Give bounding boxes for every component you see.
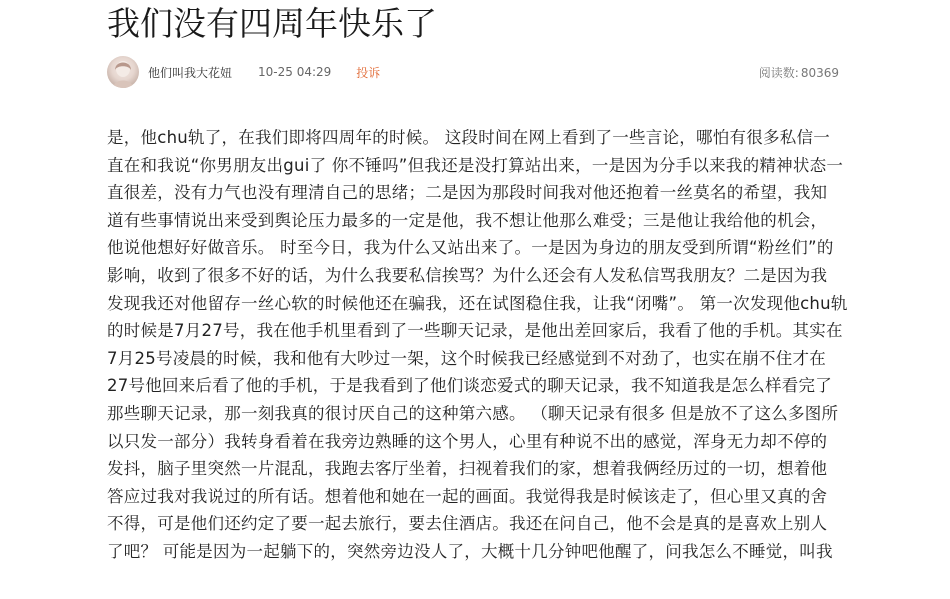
body-line: 了吧？ 可能是因为一起躺下的，突然旁边没人了，大概十几分钟吧他醒了，问我怎么不睡觉，叫我: [107, 541, 833, 561]
body-line: 发现我还对他留存一丝心软的时候他还在骗我，还在试图稳住我，让我“闭嘴”。 第一次发现他chu轨: [107, 293, 848, 313]
author-name[interactable]: 他们叫我大花妞: [148, 65, 233, 80]
body-line: 的时候是7月27号，我在他手机里看到了一些聊天记录，是他出差回家后，我看了他的手机。其实在: [107, 321, 843, 341]
avatar-image-icon: [107, 56, 139, 88]
body-line: 是，他chu轨了，在我们即将四周年的时候。 这段时间在网上看到了一些言论，哪怕有很多私信一: [107, 128, 830, 147]
body-line: 以只发一部分）我转身看着在我旁边熟睡的这个男人，心里有种说不出的感觉，浑身无力却不停的: [107, 431, 828, 451]
body-line: 他说他想好好做音乐。 时至今日，我为什么又站出来了。一是因为身边的朋友受到所谓“粉丝们”的: [107, 238, 834, 258]
read-count: [759, 64, 839, 81]
read-count-label: 阅读数:: [758, 65, 799, 80]
article-body: [107, 124, 848, 566]
avatar[interactable]: [107, 56, 139, 88]
article-title: 我们没有四周年快乐了: [107, 4, 437, 43]
body-line: 7月25号凌晨的时候，我和他有大吵过一架，这个时候我已经感觉到不对劲了，也实在崩不住才在: [107, 348, 826, 368]
body-line: 不得，可是他们还约定了要一起去旅行，要去住酒店。我还在问自己，他不会是真的是喜欢上别人: [107, 514, 828, 534]
body-line: 发抖，脑子里突然一片混乱，我跑去客厅坐着，扫视着我们的家，想着我俩经历过的一切，想着他: [107, 459, 828, 479]
body-line: 答应过我对我说过的所有话。想着他和她在一起的画面。我觉得我是时候该走了，但心里又真的舍: [107, 486, 828, 506]
publish-date: 10-25 04:29: [258, 65, 332, 79]
body-line: 道有些事情说出来受到舆论压力最多的一定是他，我不想让他那么难受；三是他让我给他的机会，: [107, 210, 828, 230]
body-line: 那些聊天记录，那一刻我真的很讨厌自己的这种第六感。 （聊天记录有很多 但是放不了这么多图所: [107, 403, 839, 423]
read-count-value: 80369: [800, 65, 839, 80]
body-line: 直在和我说“你男朋友出gui了 你不锤吗”但我还是没打算站出来，一是因为分手以来我的精神状态一: [107, 155, 844, 175]
article-meta: [107, 55, 839, 89]
body-line: 27号他回来后看了他的手机，于是我看到了他们谈恋爱式的聊天记录，我不知道我是怎么样看完了: [107, 376, 832, 396]
body-line: 直很差，没有力气也没有理清自己的思绪；二是因为那段时间我对他还抱着一丝莫名的希望，我知: [107, 183, 828, 203]
report-link[interactable]: 投诉: [356, 65, 381, 80]
body-line: 影响，收到了很多不好的话，为什么我要私信挨骂？为什么还会有人发私信骂我朋友？二是因为我: [107, 265, 828, 285]
